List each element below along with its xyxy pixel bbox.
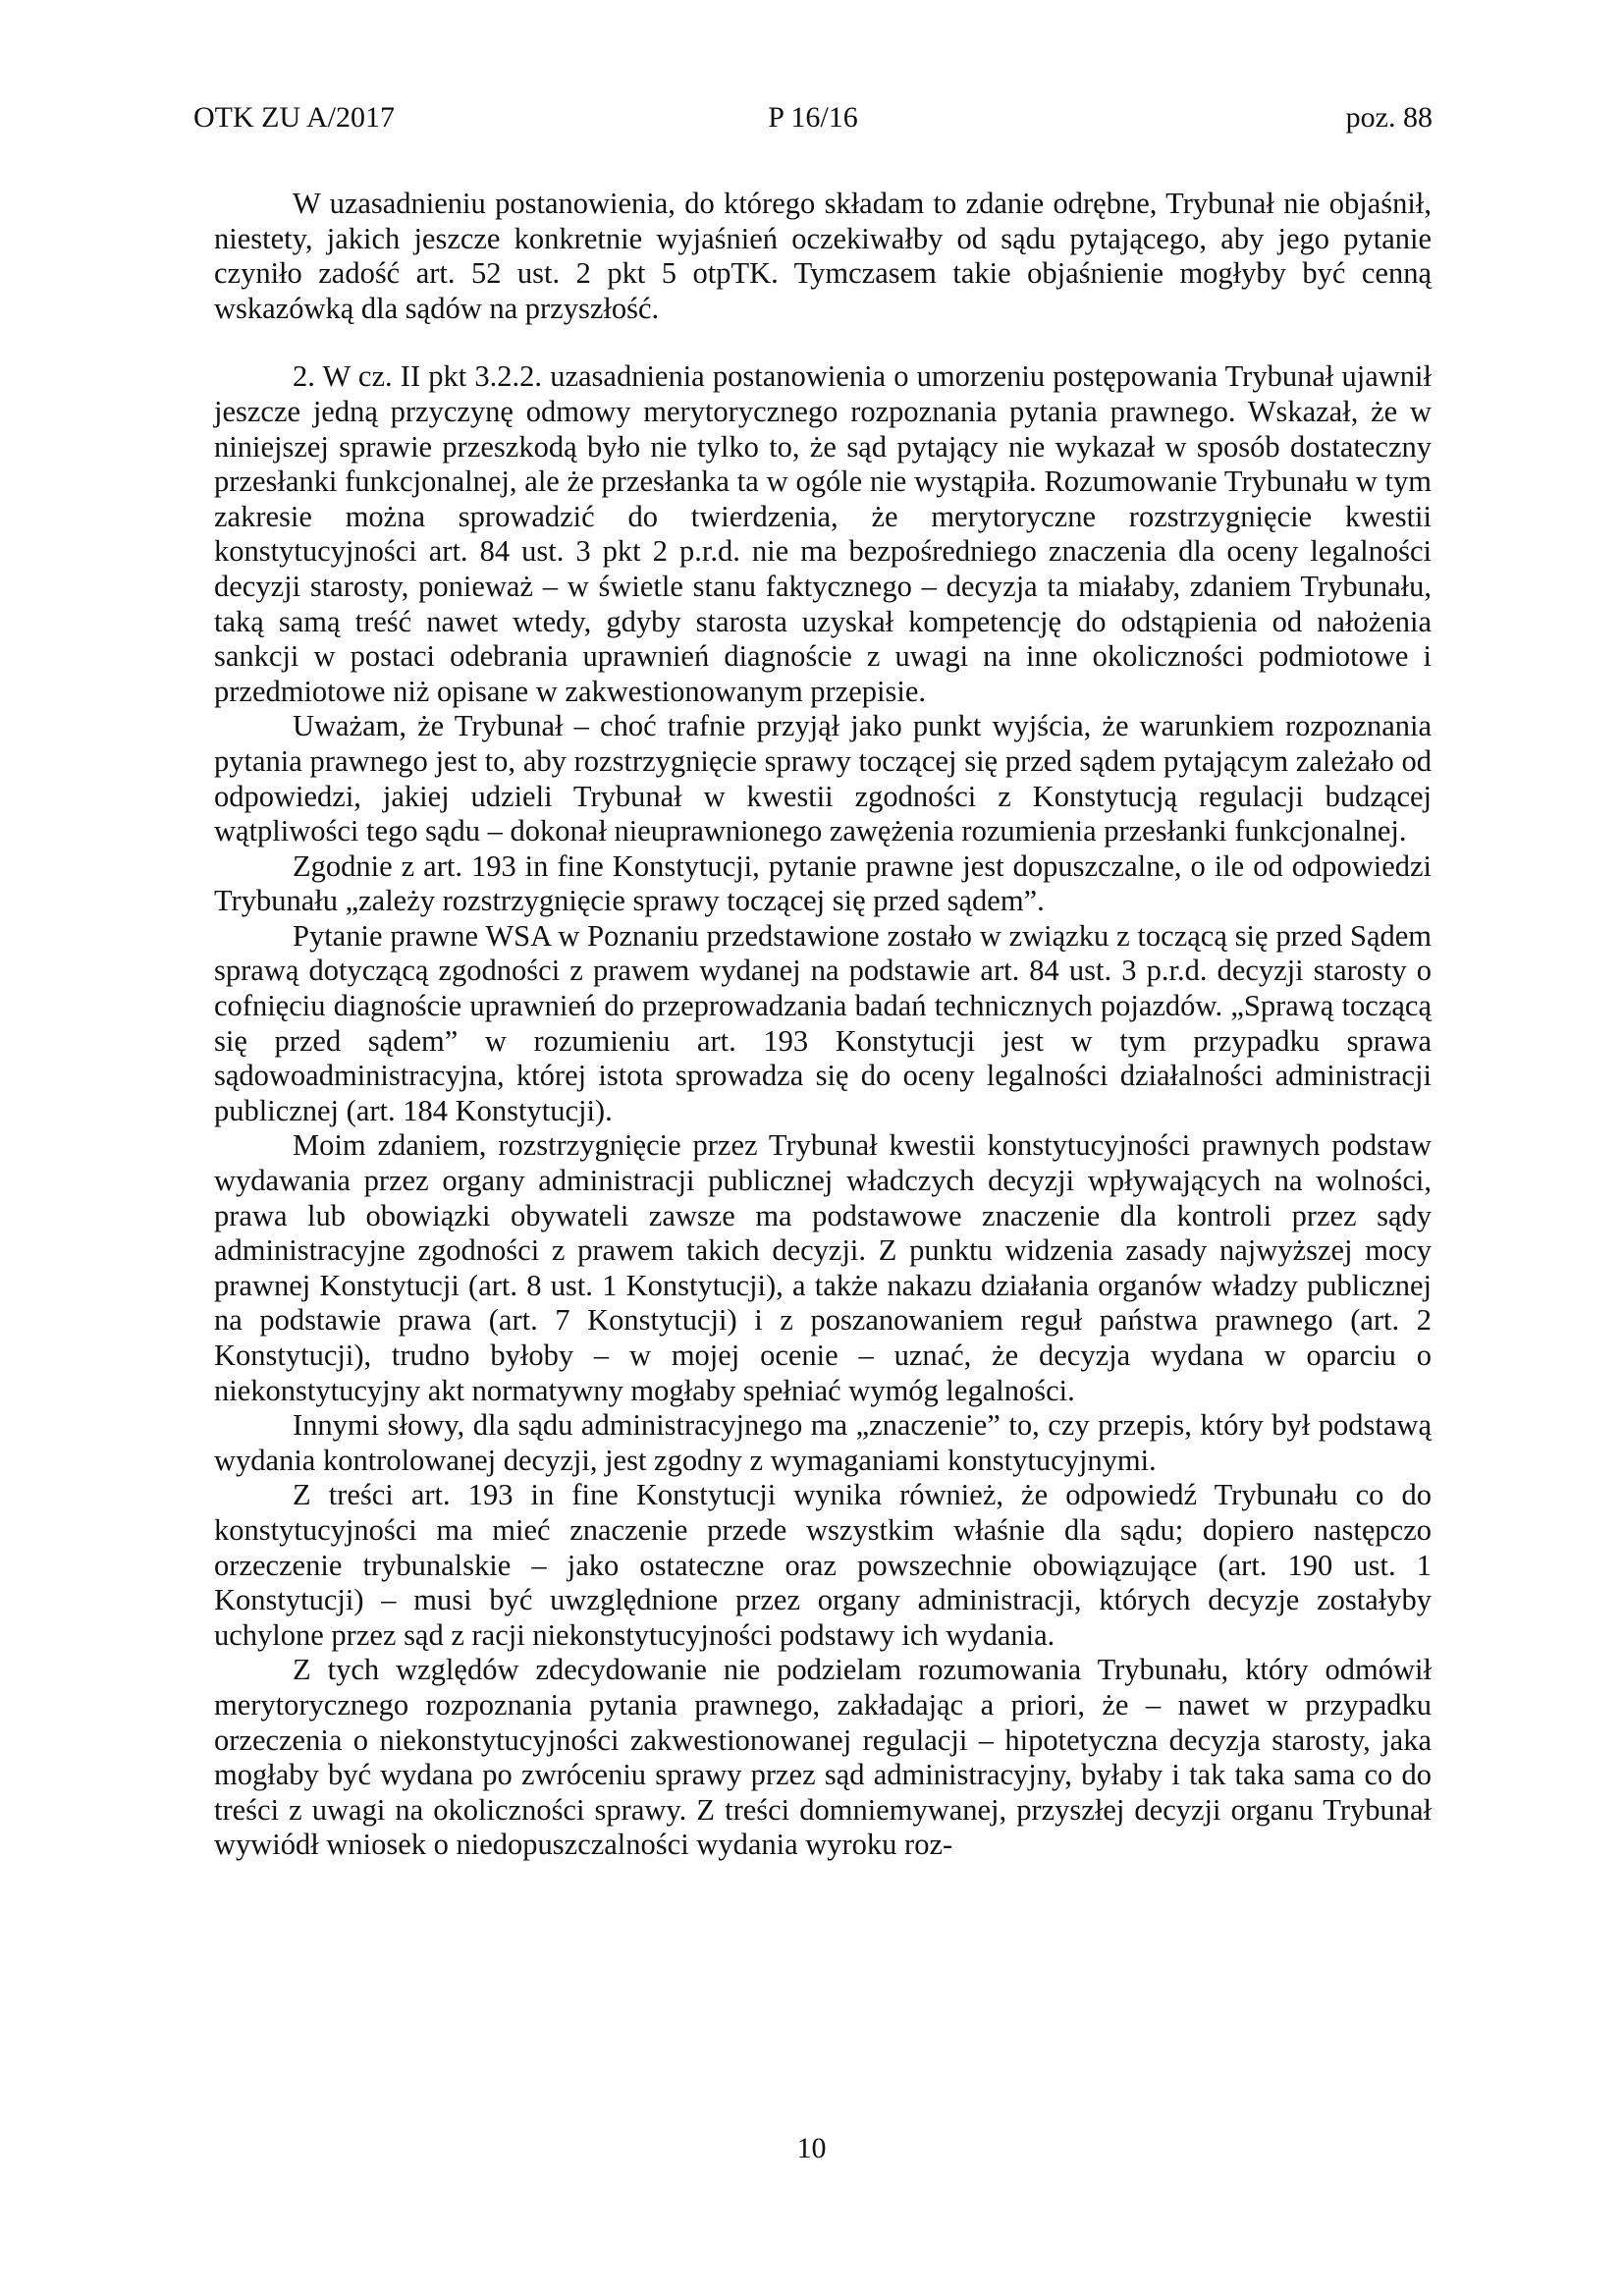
- page-number: 10: [796, 2132, 827, 2164]
- paragraph: W uzasadnieniu postanowienia, do którego składam to zdanie odrębne, Trybunał nie objaśnił, niestety, jakich jeszcze konkretnie wyjaśnień oczekiwałby od sądu pytającego, aby jego pytanie czyniło zadość art. 52 ust. 2 pkt 5 otpTK. Tymczasem takie objaśnienie mogłyby być cenną wskazówką dla sądów na przyszłość.: [214, 187, 1432, 325]
- header-position: poz. 88: [1345, 101, 1433, 134]
- document-body: [214, 187, 1432, 1863]
- page-header: [193, 96, 1433, 139]
- paragraph: Uważam, że Trybunał – choć trafnie przyjął jako punkt wyjścia, że warunkiem rozpoznania pytania prawnego jest to, aby rozstrzygnięcie sprawy toczącej się przed sądem pytającym zależało od odpowiedzi, jakiej udzieli Trybunał w kwestii zgodności z Konstytucją regulacji budzącej wątpliwości tego sądu – dokonał nieuprawnionego zawężenia rozumienia przesłanki funkcjonalnej.: [214, 709, 1432, 848]
- paragraph: Innymi słowy, dla sądu administracyjnego ma „znaczenie” to, czy przepis, który był podstawą wydania kontrolowanej decyzji, jest zgodny z wymaganiami konstytucyjnymi.: [214, 1408, 1432, 1477]
- paragraph: Z treści art. 193 in fine Konstytucji wynika również, że odpowiedź Trybunału co do konstytucyjności ma mieć znaczenie przede wszystkim właśnie dla sądu; dopiero następczo orzeczenie trybunalskie – jako ostateczne oraz powszechnie obowiązujące (art. 190 ust. 1 Konstytucji) – musi być uwzględnione przez organy administracji, których decyzje zostałyby uchylone przez sąd z racji niekonstytucyjności podstawy ich wydania.: [214, 1478, 1432, 1652]
- header-journal: OTK ZU A/2017: [193, 101, 395, 134]
- paragraph: Pytanie prawne WSA w Poznaniu przedstawione zostało w związku z toczącą się przed Sądem sprawą dotyczącą zgodności z prawem wydanej na podstawie art. 84 ust. 3 p.r.d. decyzji starosty o cofnięciu diagnoście uprawnień do przeprowadzania badań technicznych pojazdów. „Sprawą toczącą się przed sądem” w rozumieniu art. 193 Konstytucji jest w tym przypadku sprawa sądowoadministracyjna, której istota sprowadza się do oceny legalności działalności administracji publicznej (art. 184 Konstytucji).: [214, 918, 1432, 1127]
- paragraph: 2. W cz. II pkt 3.2.2. uzasadnienia postanowienia o umorzeniu postępowania Trybunał ujawnił jeszcze jedną przyczynę odmowy merytorycznego rozpoznania pytania prawnego. Wskazał, że w niniejszej sprawie przeszkodą było nie tylko to, że sąd pytający nie wykazał w sposób dostateczny przesłanki funkcjonalnej, ale że przesłanka ta w ogóle nie wystąpiła. Rozumowanie Trybunału w tym zakresie można sprowadzić do twierdzenia, że merytoryczne rozstrzygnięcie kwestii konstytucyjności art. 84 ust. 3 pkt 2 p.r.d. nie ma bezpośredniego znaczenia dla oceny legalności decyzji starosty, ponieważ – w świetle stanu faktycznego – decyzja ta miałaby, zdaniem Trybunału, taką samą treść nawet wtedy, gdyby starosta uzyskał kompetencję do odstąpienia od nałożenia sankcji w postaci odebrania uprawnień diagnoście z uwagi na inne okoliczności podmiotowe i przedmiotowe niż opisane w zakwestionowanym przepisie.: [214, 359, 1432, 708]
- paragraph: Z tych względów zdecydowanie nie podzielam rozumowania Trybunału, który odmówił merytorycznego rozpoznania pytania prawnego, zakładając a priori, że – nawet w przypadku orzeczenia o niekonstytucyjności zakwestionowanej regulacji – hipotetyczna decyzja starosty, jaka mogłaby być wydana po zwróceniu sprawy przez sąd administracyjny, byłaby i tak taka sama co do treści z uwagi na okoliczności sprawy. Z treści domniemywanej, przyszłej decyzji organu Trybunał wywiódł wniosek o niedopuszczalności wydania wyroku roz-: [214, 1653, 1432, 1862]
- paragraph: Zgodnie z art. 193 in fine Konstytucji, pytanie prawne jest dopuszczalne, o ile od odpowiedzi Trybunału „zależy rozstrzygnięcie sprawy toczącej się przed sądem”.: [214, 848, 1432, 918]
- header-case-number: P 16/16: [768, 101, 858, 134]
- paragraph: Moim zdaniem, rozstrzygnięcie przez Trybunał kwestii konstytucyjności prawnych podstaw wydawania przez organy administracji publicznej władczych decyzji wpływających na wolności, prawa lub obowiązki obywateli zawsze ma podstawowe znaczenie dla kontroli przez sądy administracyjne zgodności z prawem takich decyzji. Z punktu widzenia zasady najwyższej mocy prawnej Konstytucji (art. 8 ust. 1 Konstytucji), a także nakazu działania organów władzy publicznej na podstawie prawa (art. 7 Konstytucji) i z poszanowaniem reguł państwa prawnego (art. 2 Konstytucji), trudno byłoby – w mojej ocenie – uznać, że decyzja wydana w oparciu o niekonstytucyjny akt normatywny mogłaby spełniać wymóg legalności.: [214, 1128, 1432, 1407]
